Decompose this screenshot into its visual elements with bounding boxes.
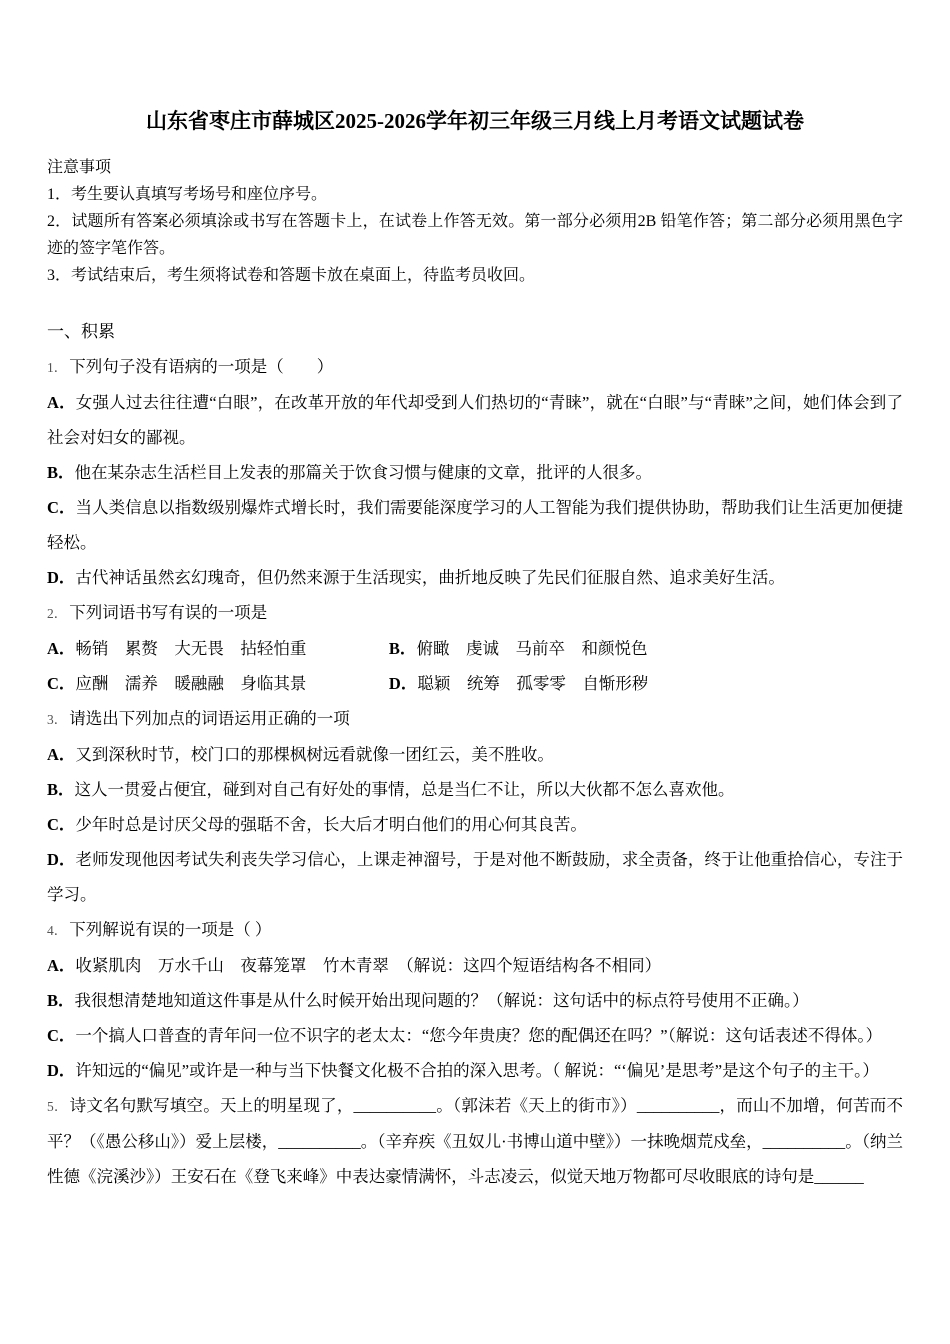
text-segment: 聪颖 统筹 孤零零 自惭形秽 (417, 674, 649, 693)
text-segment: 诗文名句默写填空。天上的明星现了，__________。（郭沫若《天上的街市》）__________，而山不加增，何苦而不平？（《愚公移山》）爱上层楼，__________。（辛弃疾《丑奴儿·书博山道中壁》）一抹晚烟荒戍垒，__________。（纳兰性德《浣溪沙》）王安石在《登飞来峰》中表达豪情满怀，斗志凌云，似觉天地万物都可尽收眼底的诗句是______ (47, 1096, 904, 1186)
text-segment: 这人一贯爱占便宜，碰到对自己有好处的事情，总是当仁不让，所以大伙都不怎么喜欢他。 (74, 780, 735, 799)
option-letter: A． (47, 639, 76, 658)
option-letter: C． (47, 815, 76, 834)
text-segment: 注意事项 (47, 159, 112, 176)
question-number: 2． (47, 606, 68, 621)
text-segment: 1．考生要认真填写考场号和座位序号。 (47, 186, 328, 203)
option-letter: B． (47, 463, 75, 482)
text-segment: 请选出下列加点的词语运用正确的一项 (69, 709, 350, 728)
text-segment: 我很想清楚地知道这件事是从什么时候开始出现问题的？（解说：这句话中的标点符号使用不正确。） (74, 991, 809, 1010)
text-segment: 许知远的“偏见”或许是一种与当下快餐文化极不合拍的深入思考。（ 解说：“‘偏见’是思考”是这个句子的主干。） (75, 1061, 879, 1080)
text-segment: 又到深秋时节，校门口的那棵枫树远看就像一团红云，美不胜收。 (75, 745, 554, 764)
question-3-option-d (47, 842, 903, 912)
text-segment: 当人类信息以指数级别爆炸式增长时，我们需要能深度学习的人工智能为我们提供协助，帮助我们让生活更加便捷轻松。 (47, 498, 904, 552)
question-1-stem (47, 349, 903, 385)
option-letter: C． (47, 674, 76, 693)
notice-item-2 (47, 208, 903, 262)
section-heading (47, 315, 903, 349)
text-segment: 下列句子没有语病的一项是（ ） (69, 357, 334, 376)
text-segment: 他在某杂志生活栏目上发表的那篇关于饮食习惯与健康的文章，批评的人很多。 (74, 463, 653, 482)
option-letter: A． (47, 956, 76, 975)
question-4-option-a (47, 948, 903, 983)
question-5-stem (47, 1088, 903, 1194)
option-letter: B． (47, 991, 75, 1010)
question-number: 4． (47, 923, 68, 938)
notice-item-1 (47, 181, 903, 208)
option-letter: D． (47, 850, 76, 869)
question-number: 3． (47, 712, 68, 727)
text-segment: 一、积累 (47, 322, 115, 341)
question-4-option-d (47, 1053, 903, 1088)
option-letter: D． (47, 568, 76, 587)
notice-item-3 (47, 262, 903, 289)
question-3-option-a (47, 737, 903, 772)
option-letter: C． (47, 1026, 76, 1045)
question-3-stem (47, 701, 903, 737)
text-segment: 下列解说有误的一项是（ ） (69, 920, 272, 939)
option-letter: C． (47, 498, 76, 517)
question-4-stem (47, 912, 903, 948)
question-3-option-c (47, 807, 903, 842)
notice-heading (47, 154, 903, 181)
question-number: 5． (47, 1099, 68, 1114)
text-segment: 一个搞人口普查的青年问一位不识字的老太太：“您今年贵庚？您的配偶还在吗？”（解说：这句话表述不得体。） (75, 1026, 883, 1045)
option-letter: A． (47, 745, 76, 764)
question-3-option-b (47, 772, 903, 807)
question-2-options-cd (47, 666, 903, 701)
option-letter: D． (47, 1061, 76, 1080)
question-1-option-c (47, 490, 903, 560)
text-segment: 女强人过去往往遭“白眼”，在改革开放的年代却受到人们热切的“青睐”，就在“白眼”与“青睐”之间，她们体会到了社会对妇女的鄙视。 (47, 393, 903, 447)
page-title: 山东省枣庄市薛城区2025-2026学年初三年级三月线上月考语文试题试卷 (146, 109, 804, 133)
text-segment: 俯瞰 虔诚 马前卒 和颜悦色 (416, 639, 648, 658)
option-letter: D． (388, 674, 418, 693)
question-1-option-a (47, 385, 903, 455)
question-2-stem (47, 595, 903, 631)
question-4-option-b (47, 983, 903, 1018)
question-4-option-c (47, 1018, 903, 1053)
text-segment: 下列词语书写有误的一项是 (69, 603, 268, 622)
question-1-option-d (47, 560, 903, 595)
text-segment: 少年时总是讨厌父母的强聒不舍，长大后才明白他们的用心何其良苦。 (75, 815, 587, 834)
option-letter: B． (47, 780, 75, 799)
text-segment: 畅销 累赘 大无畏 拈轻怕重 (75, 639, 389, 658)
question-2-options-ab (47, 631, 903, 666)
option-letter: B． (388, 639, 417, 658)
text-segment: 老师发现他因考试失利丧失学习信心，上课走神溜号，于是对他不断鼓励，求全责备，终于让他重拾信心，专注于学习。 (47, 850, 904, 904)
text-segment: 收紧肌肉 万水千山 夜幕笼罩 竹木青翠 （解说：这四个短语结构各不相同） (75, 956, 662, 975)
document-content (47, 154, 903, 1194)
text-segment: 应酬 濡养 暖融融 身临其景 (75, 674, 389, 693)
text-segment: 2．试题所有答案必须填涂或书写在答题卡上，在试卷上作答无效。第一部分必须用2B 铅笔作答；第二部分必须用黑色字迹的签字笔作答。 (47, 213, 903, 257)
text-segment: 3．考试结束后，考生须将试卷和答题卡放在桌面上，待监考员收回。 (47, 267, 536, 284)
question-1-option-b (47, 455, 903, 490)
option-letter: A． (47, 393, 76, 412)
text-segment: 古代神话虽然玄幻瑰奇，但仍然来源于生活现实，曲折地反映了先民们征服自然、追求美好生活。 (75, 568, 785, 587)
question-number: 1． (47, 360, 68, 375)
